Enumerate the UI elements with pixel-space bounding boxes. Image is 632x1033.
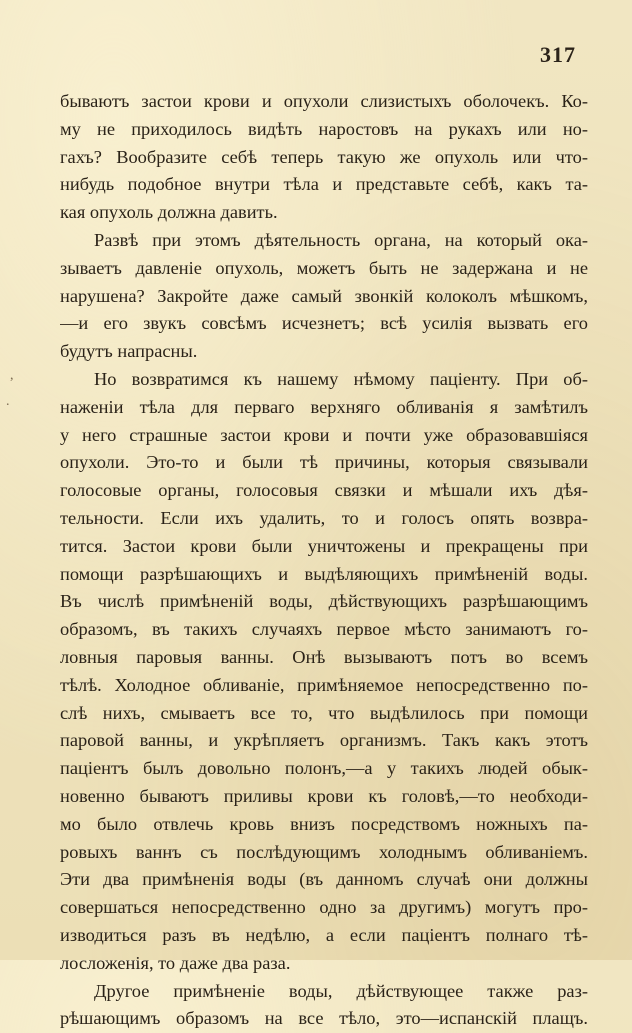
- text-line: паровой ванны, и укрѣпляетъ организмъ. Такъ какъ этотъ: [60, 730, 588, 751]
- body-text: [60, 88, 588, 1033]
- margin-mark: ,: [10, 368, 14, 383]
- text-line: наженіи тѣла для перваго верхняго обливанія я замѣтилъ: [60, 396, 588, 417]
- text-line: нарушена? Закройте даже самый звонкій колоколъ мѣшкомъ,: [60, 285, 588, 306]
- margin-mark: .: [6, 394, 10, 409]
- text-line: опухоли. Это-то и были тѣ причины, которыя связывали: [60, 452, 588, 473]
- text-line: Но возвратимся къ нашему нѣмому паціенту. При об-: [94, 368, 588, 389]
- text-line: лосложенія, то даже два раза.: [60, 952, 291, 973]
- text-line: голосовые органы, голосовыя связки и мѣшали ихъ дѣя-: [60, 480, 588, 501]
- text-line: паціентъ былъ довольно полонъ,—а у такихъ людей обык-: [60, 758, 588, 779]
- text-line: совершаться непосредственно одно за другимъ) могутъ про-: [60, 897, 588, 918]
- text-line: изводиться разъ въ недѣлю, а если паціентъ полнаго тѣ-: [60, 924, 588, 945]
- text-line: Другое примѣненіе воды, дѣйствующее также раз-: [94, 980, 588, 1001]
- page-number: 317: [540, 42, 576, 67]
- text-line: —и его звукъ совсѣмъ исчезнетъ; всѣ усилія вызвать его: [60, 313, 588, 334]
- text-line: мо было отвлечь кровь внизъ посредствомъ ножныхъ па-: [60, 813, 588, 834]
- text-line: ловныя паровыя ванны. Онѣ вызываютъ потъ во всемъ: [60, 646, 588, 667]
- text-line: будутъ напрасны.: [60, 341, 198, 362]
- text-line: му не приходилось видѣть наростовъ на рукахъ или но-: [60, 118, 588, 139]
- text-line: Развѣ при этомъ дѣятельность органа, на который ока-: [94, 229, 588, 250]
- text-line: образомъ, въ такихъ случаяхъ первое мѣсто занимаютъ го-: [60, 619, 588, 640]
- text-line: у него страшные застои крови и почти уже образовавшіяся: [60, 424, 588, 445]
- text-line: тѣлѣ. Холодное обливаніе, примѣняемое непосредственно по-: [60, 674, 588, 695]
- text-line: рѣшающимъ образомъ на все тѣло, это—испанскій плащъ.: [60, 1008, 588, 1029]
- text-line: гахъ? Вообразите себѣ теперь такую же опухоль или что-: [60, 146, 588, 167]
- text-line: зываетъ давленіе опухоль, можетъ быть не задержана и не: [60, 257, 588, 278]
- text-line: тельности. Если ихъ удалить, то и голосъ опять возвра-: [60, 507, 588, 528]
- text-line: Въ числѣ примѣненій воды, дѣйствующихъ разрѣшающимъ: [60, 591, 588, 612]
- text-line: кая опухоль должна давить.: [60, 202, 278, 223]
- text-line: ровыхъ ваннъ съ послѣдующимъ холоднымъ обливаніемъ.: [60, 841, 588, 862]
- text-line: тится. Застои крови были уничтожены и прекращены при: [60, 535, 588, 556]
- text-line: Эти два примѣненія воды (въ данномъ случаѣ они должны: [60, 869, 588, 890]
- text-line: помощи разрѣшающихъ и выдѣляющихъ примѣненій воды.: [60, 563, 588, 584]
- text-line: новенно бываютъ приливы крови къ головѣ,—то необходи-: [60, 785, 588, 806]
- text-line: слѣ нихъ, смываетъ все то, что выдѣлилось при помощи: [60, 702, 588, 723]
- text-line: нибудь подобное внутри тѣла и представьте себѣ, какъ та-: [60, 174, 588, 195]
- text-line: бываютъ застои крови и опухоли слизистыхъ оболочекъ. Ко-: [60, 91, 588, 111]
